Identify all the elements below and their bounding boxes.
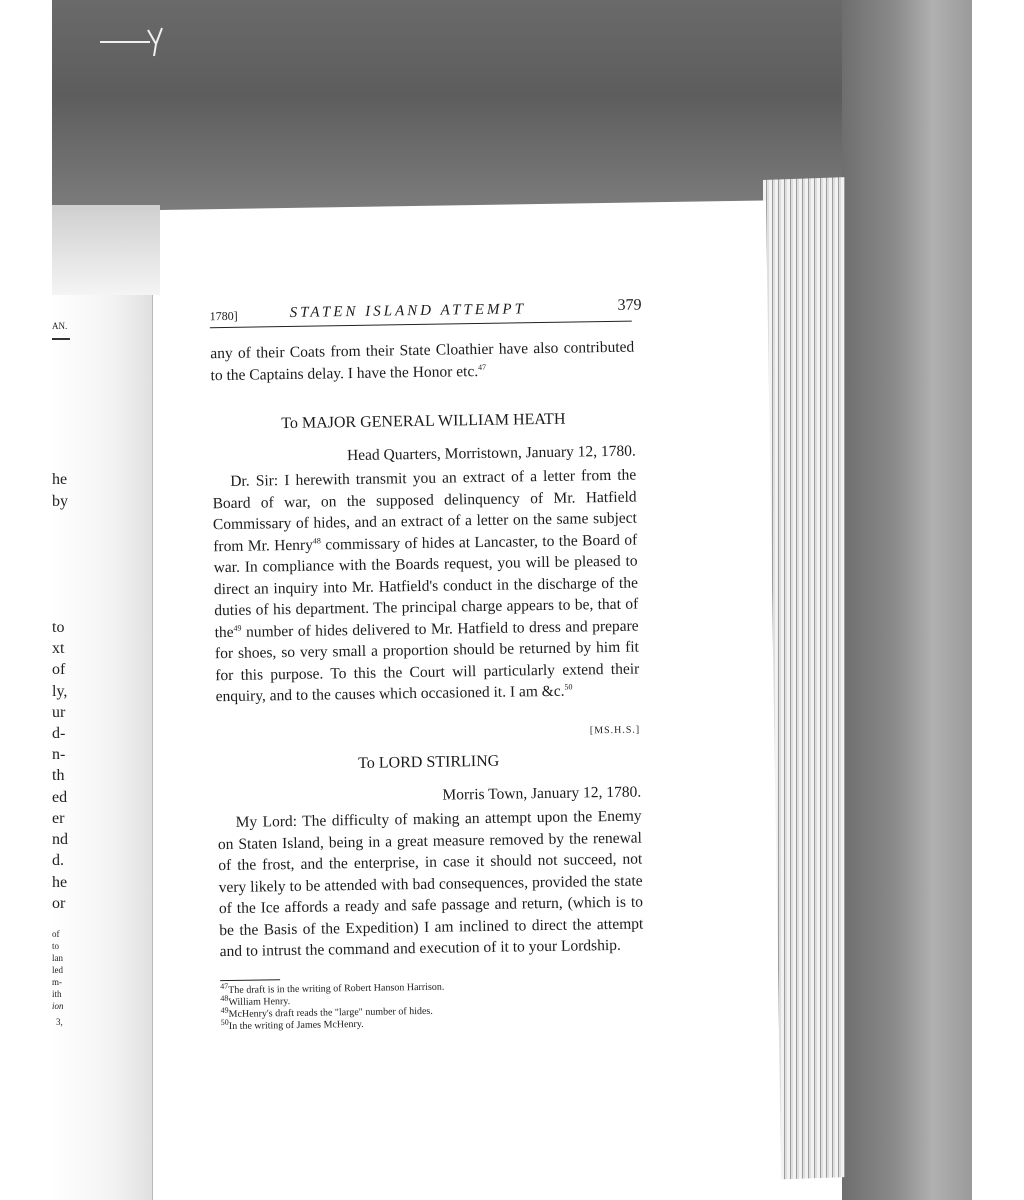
left-page-fragment: d- (52, 725, 66, 742)
letter-text: I herewith transmit you an extract of a letter from the Board of war, on the supposed delinquency of Mr. Hatfield Commissary of hides, and an extract of a letter on the same subject from Mr. Henry (212, 466, 638, 555)
letter-salutation: My Lord: (235, 812, 298, 831)
left-page-fragment: nd (52, 831, 68, 848)
footnote-number: 49 (220, 1005, 229, 1015)
left-page-rule (52, 338, 70, 340)
left-page-fragment: of (52, 929, 60, 939)
footnote-number: 50 (220, 1017, 229, 1027)
left-page-fragment: ur (52, 704, 66, 721)
left-page-fragment: AN. (52, 321, 68, 331)
letter-text: commissary of hides at Lancaster, to the Board of war. In compliance with the Boards request, you will be pleased to direct an inquiry into Mr. Hatfield's conduct in the discharge of the duties of his department. The principal charge appears to be, that of the (213, 531, 639, 641)
letter-body (217, 806, 643, 963)
left-page-fragment: ly, (52, 683, 68, 700)
running-head (209, 296, 642, 329)
letter-heading: To LORD STIRLING (358, 752, 500, 772)
left-page-fragment: d. (52, 852, 64, 869)
left-page-fragment: ed (52, 789, 68, 806)
footnote-ref: 50 (564, 682, 573, 692)
left-page-fragment: ion (52, 1001, 64, 1011)
book-page (160, 200, 781, 1199)
letter-dateline: Morris Town, January 12, 1780. (442, 783, 642, 804)
left-page-fragment: ith (52, 989, 62, 999)
source-citation: [MS.H.S.] (589, 724, 641, 737)
left-page-shadow (52, 205, 160, 295)
footnote-ref: 47 (478, 362, 487, 372)
letter-text: The difficulty of making an attempt upon the Enemy on Staten Island, being in a great measure removed by the renewal of the frost, and the enterprise, in case it should not succeed, not very likely to be attended with bad consequences, provided the state of the Ice affords a ready and safe passage and return, (which is to be the Basis of the Expedition) I am inclined to direct the attempt and to intrust the command and execution of it to your Lordship. (217, 807, 644, 961)
left-page-fragment: he (52, 471, 68, 488)
footnote-ref: 49 (233, 623, 242, 633)
left-page-fragment: or (52, 895, 66, 912)
footnote-text: McHenry's draft reads the "large" number of hides. (228, 1005, 433, 1021)
binder-clip-mark (98, 22, 170, 62)
left-page-fragment: of (52, 661, 66, 678)
letter-salutation: Dr. Sir: (230, 472, 279, 490)
footnotes (220, 978, 645, 1033)
left-page-fragment: lan (52, 953, 63, 963)
running-head-title: STATEN ISLAND ATTEMPT (289, 301, 527, 321)
left-page-fragment: he (52, 874, 68, 891)
continuation-text: any of their Coats from their State Cloathier have also contributed to the Captains delay. I have the Honor etc. (210, 338, 635, 384)
scan-background-right (842, 0, 972, 1200)
left-page-fragment: xt (52, 640, 65, 657)
letter-text: number of hides delivered to Mr. Hatfield to dress and prepare for shoes, so very small a proportion should be returned by him fit for this purpose. To this the Court will particularly extend their enquiry, and to the causes which occasioned it. I am &c. (214, 617, 640, 706)
footnote-text: William Henry. (228, 996, 291, 1009)
continuation-paragraph (210, 337, 635, 387)
left-page-fragment: 3, (56, 1017, 63, 1027)
left-page-fragment: n- (52, 746, 66, 763)
footnote-text: In the writing of James McHenry. (228, 1018, 364, 1033)
left-page-fragment: er (52, 810, 65, 827)
letter-body (212, 465, 640, 708)
left-page-fragment: to (52, 941, 60, 951)
left-page-fragment: th (52, 767, 65, 784)
left-page-fragment: led (52, 965, 63, 975)
footnote-number: 48 (220, 993, 229, 1003)
letter-heading: To MAJOR GENERAL WILLIAM HEATH (281, 410, 566, 433)
footnote-ref: 48 (312, 535, 321, 545)
left-page-fragment: by (52, 493, 68, 510)
left-page-fragment: to (52, 619, 65, 636)
left-page-fragment: m- (52, 977, 62, 987)
letter-dateline: Head Quarters, Morristown, January 12, 1780. (346, 442, 636, 465)
running-head-year: 1780] (209, 308, 238, 324)
left-page-margin (52, 205, 153, 1200)
footnote-text: The draft is in the writing of Robert Hanson Harrison. (228, 981, 445, 997)
page-number: 379 (617, 296, 642, 314)
footnote-rule (220, 979, 280, 981)
footnote-number: 47 (220, 981, 229, 991)
